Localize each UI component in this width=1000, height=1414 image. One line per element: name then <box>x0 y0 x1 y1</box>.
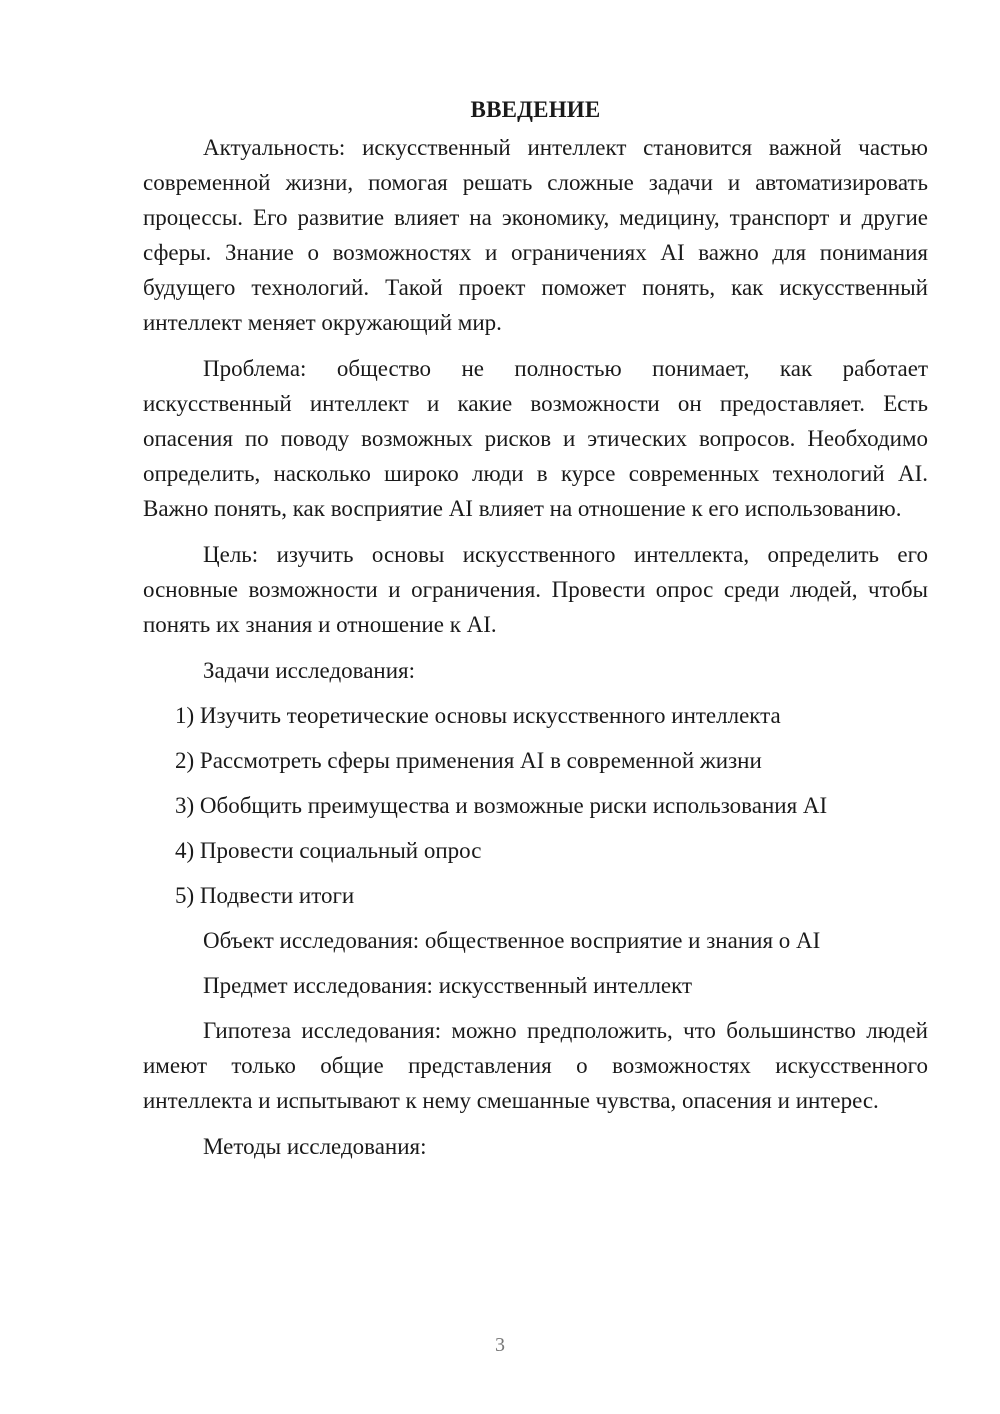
paragraph-problem: Проблема: общество не полностью понимает, как работает искусственный интеллект и какие возможности он предоставляет. Есть опасения по поводу возможных рисков и этических вопросов. Необходимо определить, насколько широко люди в курсе современных технологий AI. Важно понять, как восприятие AI влияет на отношение к его использованию. <box>143 356 928 521</box>
page-number: 3 <box>495 1334 505 1356</box>
page-title: ВВЕДЕНИЕ <box>470 97 601 122</box>
paragraph-hypothesis: Гипотеза исследования: можно предположить, что большинство людей имеют только общие представления о возможностях искусственного интеллекта и испытывают к нему смешанные чувства, опасения и интерес. <box>143 1018 928 1113</box>
document-page <box>143 92 928 1174</box>
list-item: 1) Изучить теоретические основы искусственного интеллекта <box>175 703 781 728</box>
tasks-heading: Задачи исследования: <box>203 658 416 683</box>
tasks-list <box>143 698 928 913</box>
paragraph-goal: Цель: изучить основы искусственного интеллекта, определить его основные возможности и ограничения. Провести опрос среди людей, чтобы понять их знания и отношение к AI. <box>143 542 928 637</box>
list-item: 3) Обобщить преимущества и возможные риски использования AI <box>175 793 828 818</box>
research-subject: Предмет исследования: искусственный интеллект <box>203 973 693 998</box>
list-item: 4) Провести социальный опрос <box>175 838 482 863</box>
methods-heading: Методы исследования: <box>203 1134 427 1159</box>
paragraph-relevance: Актуальность: искусственный интеллект становится важной частью современной жизни, помогая решать сложные задачи и автоматизировать процессы. Его развитие влияет на экономику, медицину, транспорт и другие сферы. Знание о возможностях и ограничениях AI важно для понимания будущего технологий. Такой проект поможет понять, как искусственный интеллект меняет окружающий мир. <box>143 135 928 335</box>
research-object: Объект исследования: общественное восприятие и знания о AI <box>203 928 821 953</box>
list-item: 5) Подвести итоги <box>175 883 355 908</box>
list-item: 2) Рассмотреть сферы применения AI в современной жизни <box>175 748 762 773</box>
